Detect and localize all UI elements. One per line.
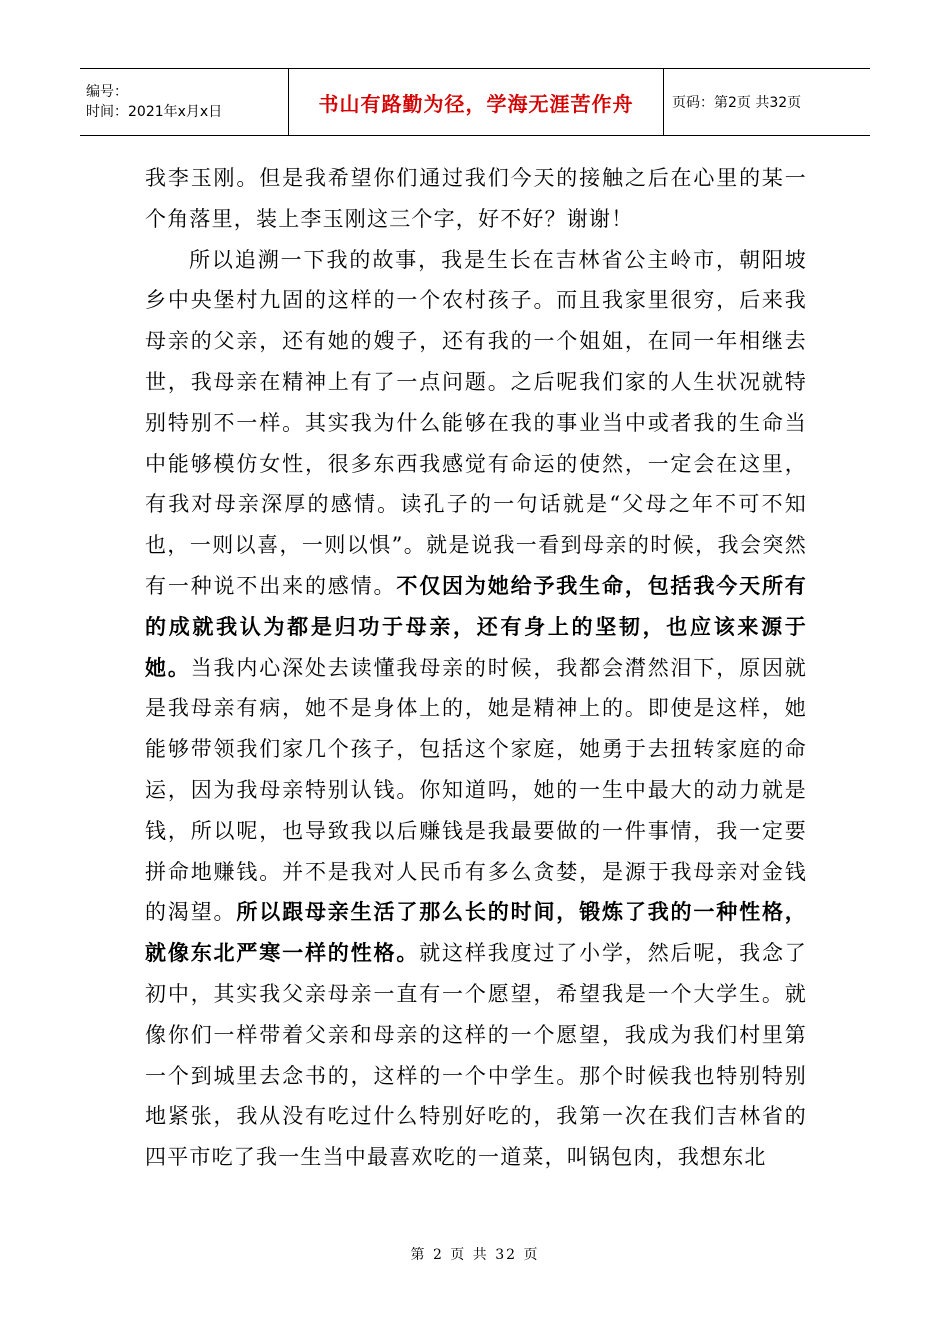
document-time-label: 时间：2021年x月x日 (86, 104, 223, 120)
paragraph-1: 我李玉刚。但是我希望你们通过我们今天的接触之后在心里的某一个角落里，装上李玉刚这三个字，好不好？谢谢！ (145, 166, 807, 231)
document-header (80, 68, 870, 136)
document-body (145, 158, 807, 1178)
paragraph-2-bold-b: 所以跟母亲生活了那么长的时间，锻炼了我的一种性格，就像东北严寒一样的性格。 (145, 899, 807, 966)
paragraph-2-bold-a: 不仅因为她给予我生命，包括我今天所有的成就我认为都是归功于母亲，还有身上的坚韧，也应该来源于她。 (145, 572, 808, 680)
paragraph-2-text-a: 所以追溯一下我的故事，我是生长在吉林省公主岭市，朝阳坡乡中央堡村九固的这样的一个农村孩子。而且我家里很穷，后来我母亲的父亲，还有她的嫂子，还有我的一个姐姐，在同一年相继去世，我母亲在精神上有了一点问题。之后呢我们家的人生状况就特别特别不一样。其实我为什么能够在我的事业当中或者我的生命当中能够模仿女性，很多东西我感觉有命运的使然，一定会在这里，有我对母亲深厚的感情。读孔子的一句话就是“父母之年不可不知也，一则以喜，一则以惧”。就是说我一看到母亲的时候，我会突然有一种说不出来的感情。 (145, 247, 807, 598)
header-motto: 书山有路勤为径，学海无涯苦作舟 (318, 91, 634, 116)
paragraph-2-text-c: 就这样我度过了小学，然后呢，我念了初中，其实我父亲母亲一直有一个愿望，希望我是一个大学生。就像你们一样带着父亲和母亲的这样的一个愿望，我成为我们村里第一个到城里去念书的，这样的一个中学生。那个时候我也特别特别地紧张，我从没有吃过什么特别好吃的，我第一次在我们吉林省的四平市吃了我一生当中最喜欢吃的一道菜，叫锅包肉，我想东北 (145, 941, 807, 1170)
header-meta-cell (80, 69, 289, 136)
document-number-label: 编号： (86, 84, 128, 100)
header-page-info: 页码：第2页 共32页 (672, 95, 802, 111)
header-page-cell (664, 69, 871, 136)
page-footer: 第 2 页 共 32 页 (410, 1247, 540, 1263)
paragraph-2 (145, 240, 807, 1178)
paragraph-2-text-b: 当我内心深处去读懂我母亲的时候，我都会潸然泪下，原因就是我母亲有病，她不是身体上的，她是精神上的。即使是这样，她能够带领我们家几个孩子，包括这个家庭，她勇于去扭转家庭的命运，因为我母亲特别认钱。你知道吗，她的一生中最大的动力就是钱，所以呢，也导致我以后赚钱是我最要做的一件事情，我一定要拼命地赚钱。并不是我对人民币有多么贪婪，是源于我母亲对金钱的渴望。 (145, 655, 807, 925)
header-motto-cell (289, 69, 664, 136)
